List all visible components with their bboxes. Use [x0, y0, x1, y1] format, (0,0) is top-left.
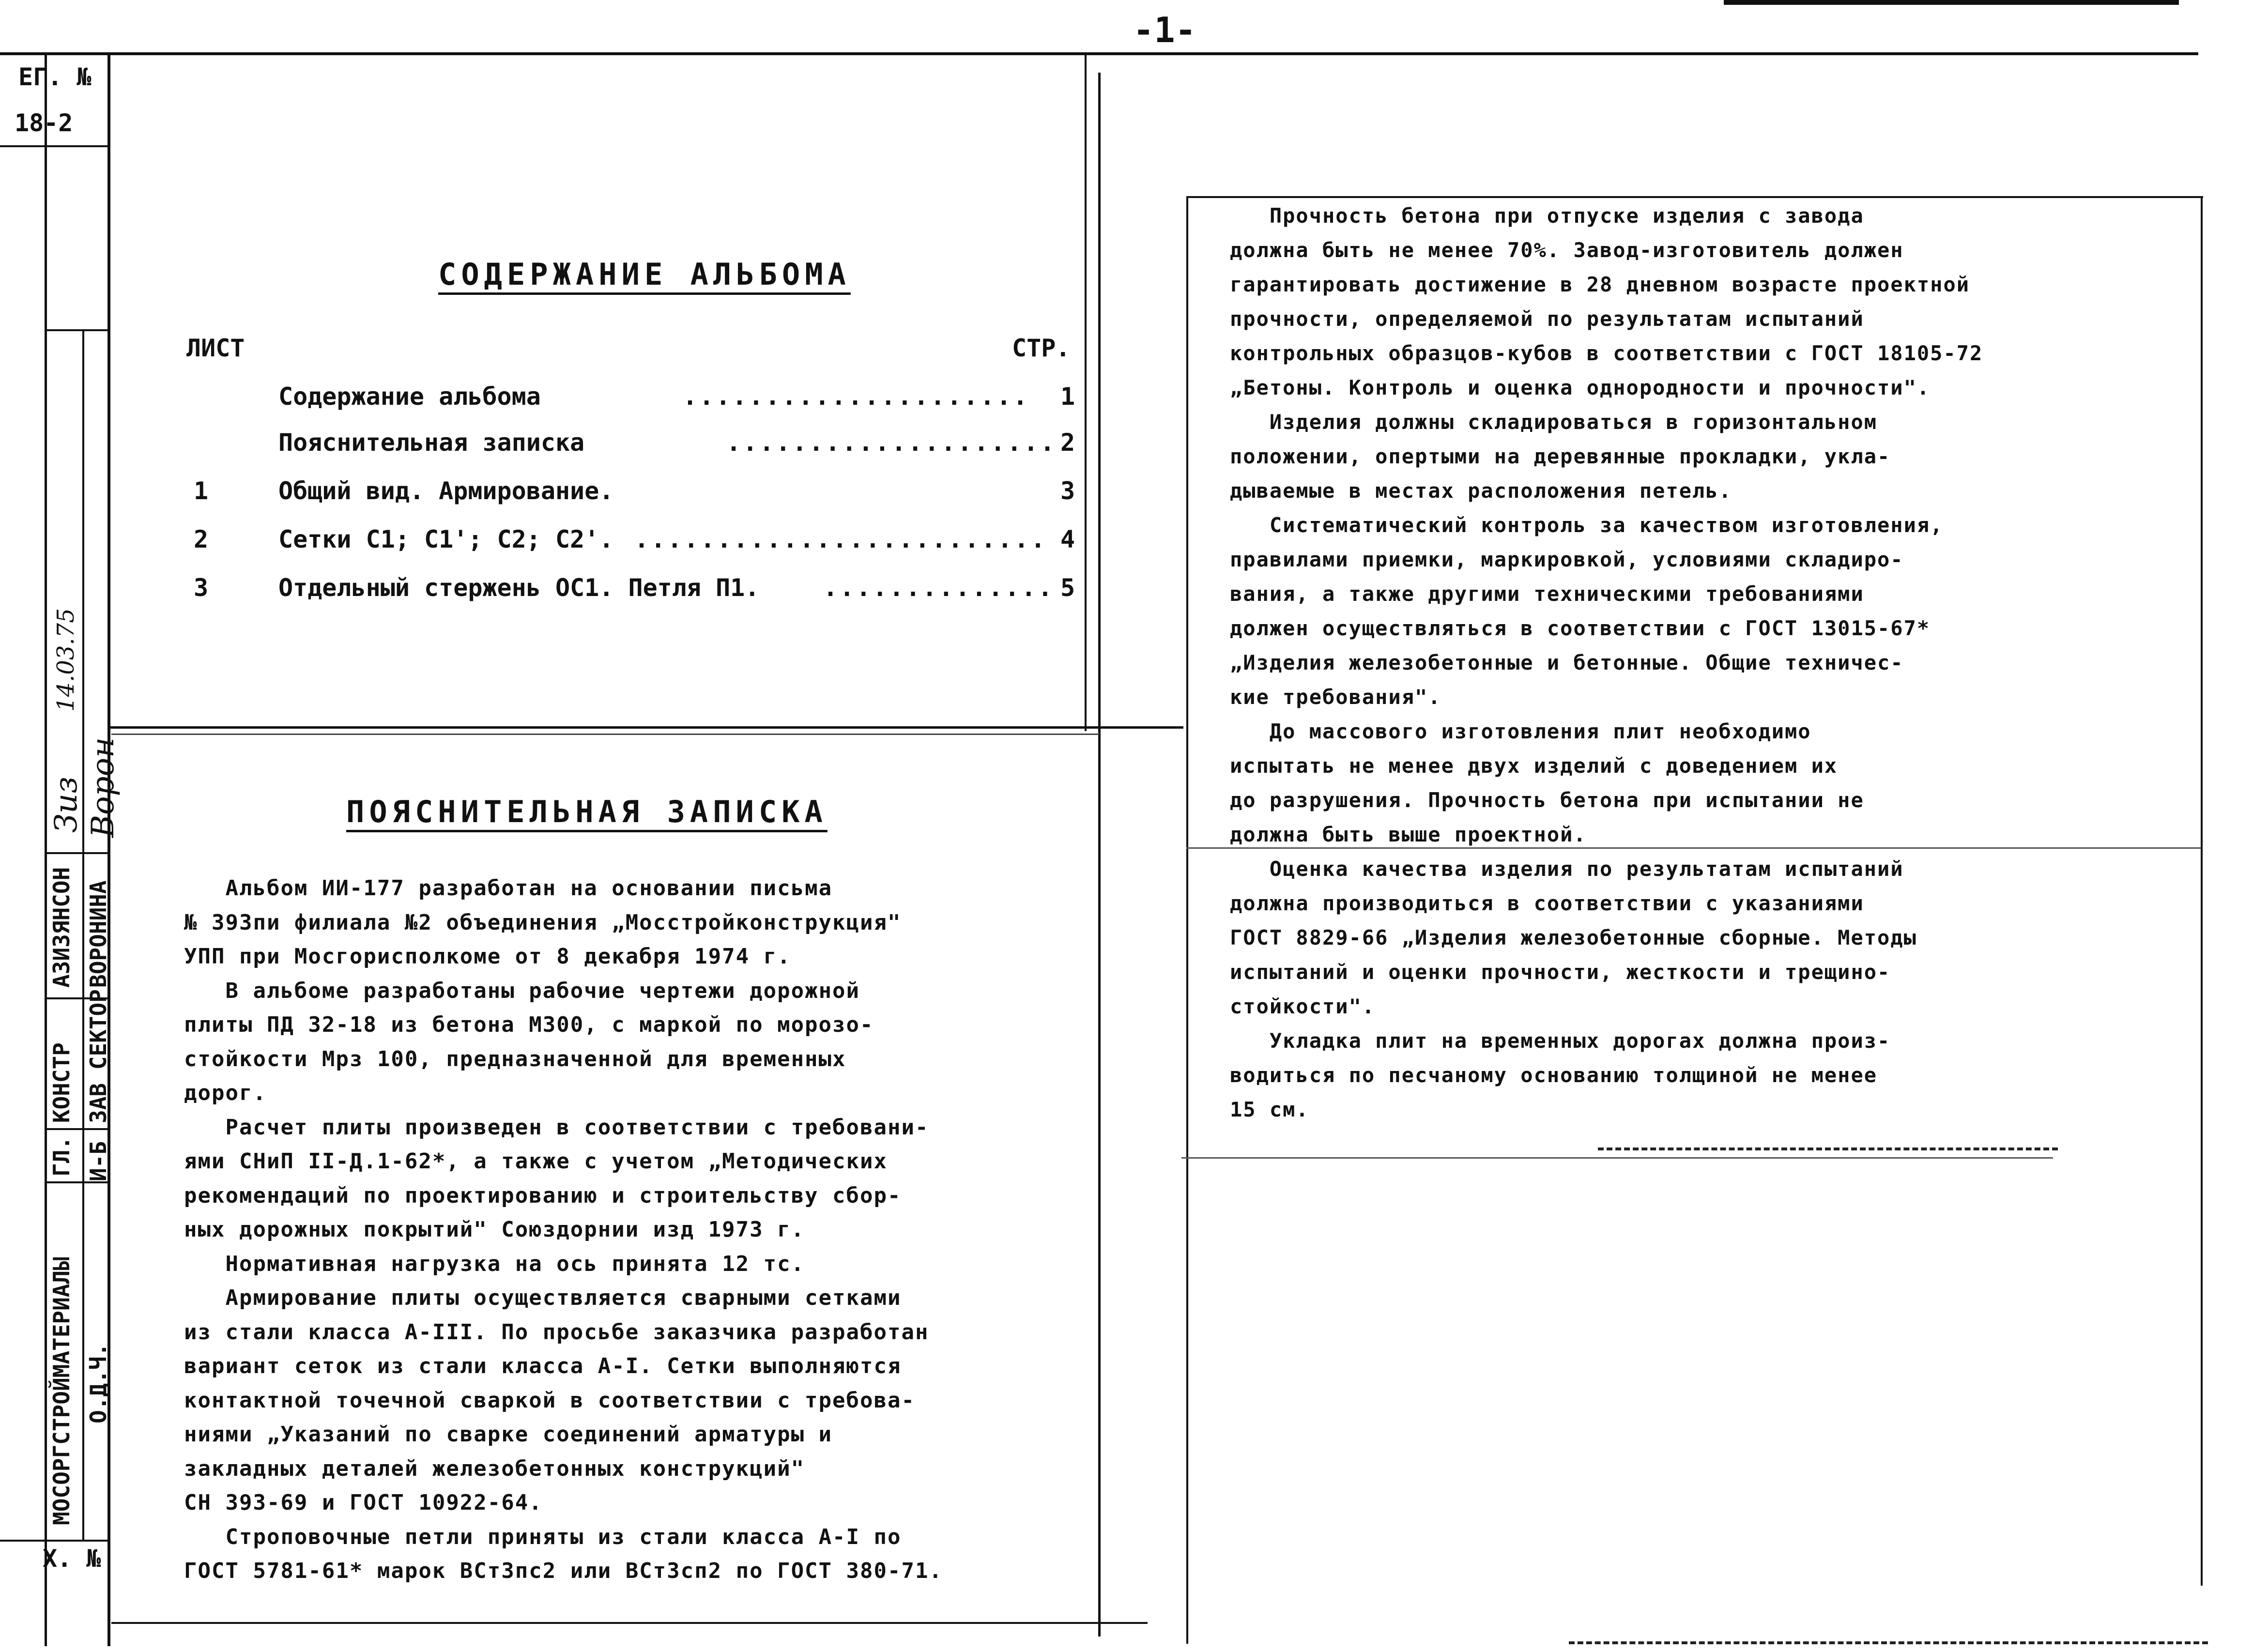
- stamp-name1: АЗИЗЯНСОН: [48, 867, 75, 988]
- bottom-edge: [111, 1622, 1148, 1624]
- toc-col-sheet: ЛИСТ: [186, 334, 245, 362]
- toc-item-title: Пояснительная записка: [278, 428, 585, 457]
- stamp-code: И-Б: [85, 1141, 111, 1181]
- column-divider: [1098, 73, 1101, 1637]
- stamp-name2: ВОРОНИНА: [85, 880, 111, 988]
- stamp-row-line: [45, 1181, 108, 1183]
- top-right-mark: [1724, 0, 2179, 5]
- toc-item-num: 1: [194, 477, 209, 505]
- toc-item-page: 5: [1060, 574, 1075, 602]
- stamp-row-line: [0, 1540, 108, 1542]
- stamp-inv-value: 18-2: [15, 109, 73, 137]
- stamp-row-line: [0, 145, 107, 147]
- stamp-org: МОСОРГСТРОЙМАТЕРИАЛЫ: [48, 1257, 75, 1525]
- toc-item-title: Сетки С1; С1'; С2; С2'.: [278, 525, 614, 553]
- stamp-col-1: [82, 329, 84, 1540]
- top-border: [0, 52, 2198, 55]
- right-box-seam: [1181, 1157, 2053, 1159]
- toc-item-title: Отдельный стержень ОС1. Петля П1.: [278, 574, 760, 602]
- toc-frame-right: [1085, 53, 1087, 731]
- toc-item-page: 3: [1060, 477, 1075, 505]
- toc-title: СОДЕРЖАНИЕ АЛЬБОМА: [438, 257, 851, 292]
- toc-item-page: 1: [1060, 382, 1075, 411]
- toc-item-page: 4: [1060, 525, 1075, 553]
- stamp-frame-left: [45, 53, 47, 1646]
- stamp-row-line: [45, 852, 108, 854]
- toc-item-leader: ....................: [726, 428, 1057, 457]
- stamp-role2: ЗАВ СЕКТОР: [85, 989, 111, 1123]
- stamp-bottom-label: Х. №: [43, 1545, 101, 1573]
- toc-item-title: Общий вид. Армирование.: [278, 477, 614, 505]
- toc-bottom-border: [108, 726, 1183, 729]
- note-right-text: Прочность бетона при отпуске изделия с завода должна быть не менее 70%. Завод-изготовитель должен гарантировать достижение в 28 дневном возрасте проектной прочности, определяемой по результатам испытаний контрольных образцов-кубов в соответствии с ГОСТ 18105-72 „Бетоны. Контроль и оценка однородности и прочности". Изделия должны складироваться в горизонтальном положении, опертыми на деревянные прокладки, укла- дываемые в местах расположения петель. Систематический контроль за качеством изготовления, правилами приемки, маркировкой, условиями складиро- вания, а также другими техническими требованиями должен осуществляться в соответствии с ГОСТ 13015-67* „Изделия железобетонные и бетонные. Общие техничес- кие требования". До массового изготовления плит необходимо испытать не менее двух изделий с доведением их до разрушения. Прочность бетона при испытании не должна быть выше проектной. Оценка качества изделия по результатам испытаний должна производиться в соответствии с указаниями ГОСТ 8829-66 „Изделия железобетонные сборные. Методы испытаний и оценки прочности, жесткости и трещино- стойкости". Укладка плит на временных дорогах должна произ- водиться по песчаному основанию толщиной не менее 15 см.: [1230, 204, 1983, 1121]
- note-title: ПОЯСНИТЕЛЬНАЯ ЗАПИСКА: [346, 794, 828, 829]
- toc-item-title: Содержание альбома: [278, 382, 541, 411]
- stamp-dept: О.Д.Ч.: [85, 1343, 111, 1423]
- toc-item-num: 2: [194, 525, 209, 553]
- toc-item-leader: .........................: [634, 525, 1047, 553]
- toc-item-leader: .....................: [683, 382, 1030, 411]
- note-top-border: [111, 734, 1099, 735]
- right-box-top: [1186, 196, 2203, 198]
- bottom-dash: [1569, 1641, 2208, 1644]
- toc-col-page: СТР.: [1012, 334, 1071, 362]
- toc-item-num: 3: [194, 574, 209, 602]
- page-number: -1-: [1133, 10, 1196, 50]
- toc-item-page: 2: [1060, 428, 1075, 457]
- stamp-date: 14.03.75: [52, 608, 79, 712]
- note-left-text: Альбом ИИ-177 разработан на основании письма № 393пи филиала №2 объединения „Мосстройконструкция" УПП при Мосгорисполкоме от 8 декабря 1974 г. В альбоме разработаны рабочие чертежи дорожной плиты ПД 32-18 из бетона М300, с маркой по морозо- стойкости Мрз 100, предназначенной для временных дорог. Расчет плиты произведен в соответствии с требовани- ями СНиП II-Д.1-62*, а также с учетом „Методических рекомендаций по проектированию и строительству сбор- ных дорожных покрытий" Союздорнии изд 1973 г. Нормативная нагрузка на ось принята 12 тс. Армирование плиты осуществляется сварными сетками из стали класса А-III. По просьбе заказчика разработан вариант сеток из стали класса А-I. Сетки выполняются контактной точечной сваркой в соответствии с требова- ниями „Указаний по сварке соединений арматуры и закладных деталей железобетонных конструкций" СН 393-69 и ГОСТ 10922-64. Строповочные петли приняты из стали класса А-I по ГОСТ 5781-61* марок ВСт3пс2 или ВСт3сп2 по ГОСТ 380-71.: [184, 876, 943, 1583]
- right-box-left: [1186, 196, 1188, 1644]
- stamp-role1: ГЛ. КОНСТР: [48, 1042, 75, 1177]
- stamp-signature: Ворон: [85, 737, 121, 838]
- toc-item-leader: ..............: [823, 574, 1055, 602]
- stamp-row-line: [45, 329, 108, 331]
- stamp-inv-label: ЕГ. №: [18, 63, 92, 91]
- seam-dash: [1598, 1147, 2058, 1150]
- stamp-signature: Зиз: [48, 777, 84, 833]
- right-box-right: [2201, 196, 2203, 1586]
